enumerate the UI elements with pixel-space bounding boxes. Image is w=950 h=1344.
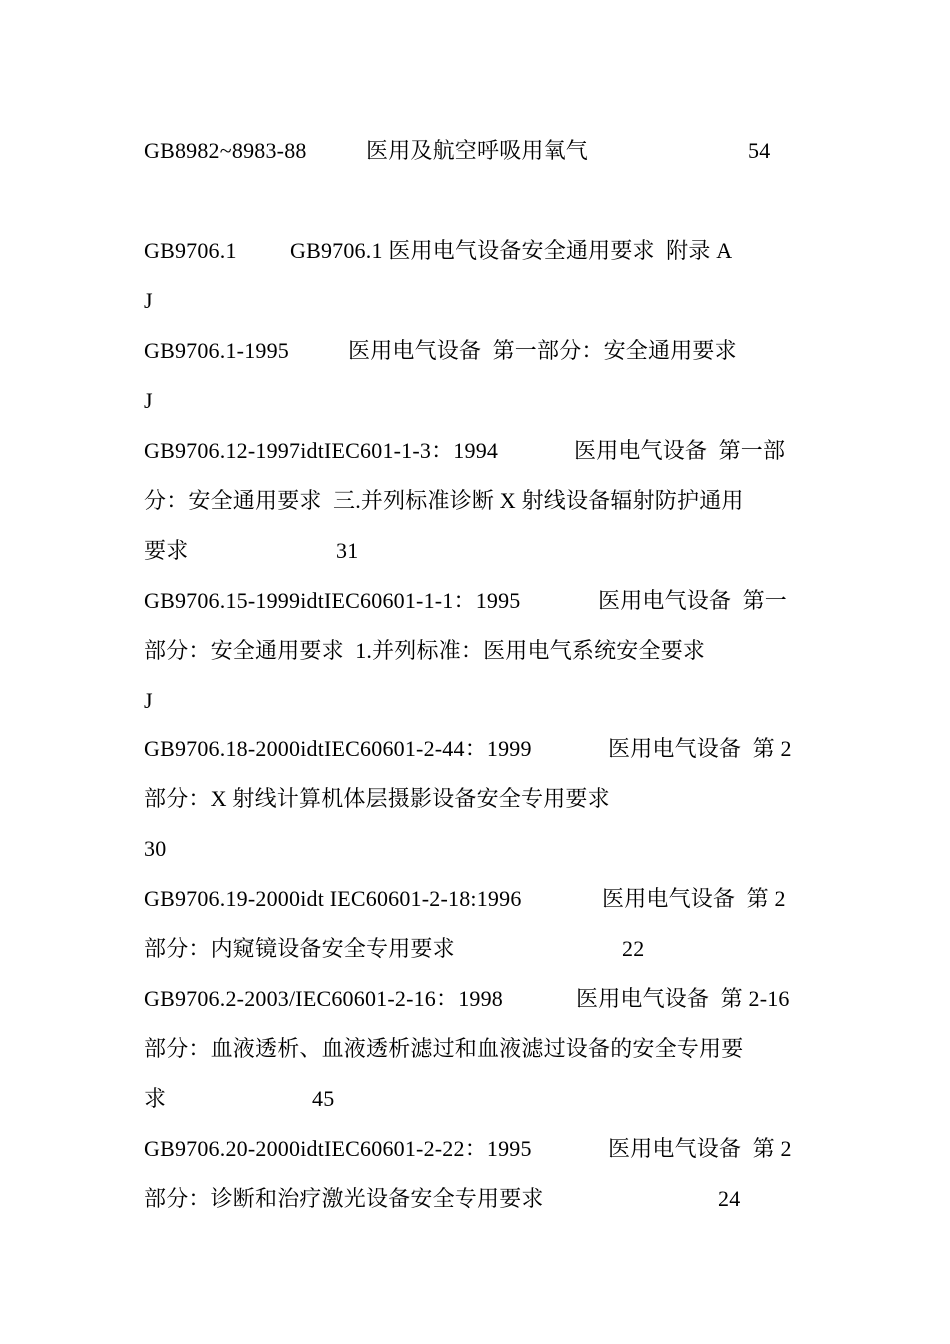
entry-line bbox=[144, 884, 814, 914]
standard-title: 医用及航空呼吸用氧气 bbox=[366, 138, 589, 163]
entry-line bbox=[144, 1034, 814, 1064]
entry-line bbox=[144, 984, 814, 1014]
entry-line bbox=[144, 236, 814, 266]
entry-line bbox=[144, 386, 814, 416]
entry-line bbox=[144, 934, 814, 964]
standard-code: GB9706.18-2000idtIEC60601-2-44：1999 bbox=[144, 736, 532, 761]
entry-line bbox=[144, 784, 814, 814]
entry-line bbox=[144, 436, 814, 466]
page-number: 22 bbox=[622, 936, 645, 961]
entry-line bbox=[144, 734, 814, 764]
standard-code: GB9706.19-2000idt IEC60601-2-18:1996 bbox=[144, 886, 522, 911]
standard-title: 医用电气设备 第 2-16 bbox=[576, 986, 790, 1011]
standard-title: 医用电气设备 第一部分：安全通用要求 bbox=[348, 338, 737, 363]
category-code: J bbox=[144, 288, 153, 313]
standard-title-continued: 部分：血液透析、血液透析滤过和血液滤过设备的安全专用要 bbox=[144, 1036, 744, 1061]
standard-title-continued: 部分：内窥镜设备安全专用要求 bbox=[144, 936, 455, 961]
standard-title-continued: 部分：安全通用要求 1.并列标准：医用电气系统安全要求 bbox=[144, 638, 706, 663]
entry-line bbox=[144, 834, 814, 864]
standard-title: 医用电气设备 第 2 bbox=[608, 1136, 792, 1161]
standard-title: 医用电气设备 第 2 bbox=[602, 886, 786, 911]
standard-title: 医用电气设备 第一部 bbox=[574, 438, 786, 463]
standard-title-continued: 分：安全通用要求 三.并列标准诊断 X 射线设备辐射防护通用 bbox=[144, 488, 744, 513]
entry-line bbox=[144, 486, 814, 516]
page-number: 30 bbox=[144, 836, 167, 861]
entry-line bbox=[144, 536, 814, 566]
standard-title-continued: 部分：X 射线计算机体层摄影设备安全专用要求 bbox=[144, 786, 610, 811]
entry-line bbox=[144, 1084, 814, 1114]
entry-line bbox=[144, 336, 814, 366]
standard-code: GB9706.12-1997idtIEC601-1-3：1994 bbox=[144, 438, 499, 463]
page-number: 54 bbox=[748, 138, 771, 163]
entry-line bbox=[144, 686, 814, 716]
standard-title-continued: 部分：诊断和治疗激光设备安全专用要求 bbox=[144, 1186, 544, 1211]
entry-line bbox=[144, 1184, 814, 1214]
entry-line bbox=[144, 586, 814, 616]
entry-line bbox=[144, 1134, 814, 1164]
standard-code: GB9706.1-1995 bbox=[144, 338, 289, 363]
standard-code: GB9706.20-2000idtIEC60601-2-22：1995 bbox=[144, 1136, 532, 1161]
standard-code: GB9706.1 bbox=[144, 238, 237, 263]
standard-title-continued: 求 bbox=[144, 1086, 167, 1111]
page-number: 31 bbox=[336, 538, 359, 563]
standard-title: 医用电气设备 第 2 bbox=[608, 736, 792, 761]
page-number: 24 bbox=[718, 1186, 741, 1211]
entry-line bbox=[144, 136, 814, 166]
standard-code: GB9706.15-1999idtIEC60601-1-1：1995 bbox=[144, 588, 521, 613]
category-code: J bbox=[144, 688, 153, 713]
standard-title: 医用电气设备 第一 bbox=[598, 588, 788, 613]
standard-title: GB9706.1 医用电气设备安全通用要求 附录 A bbox=[290, 238, 733, 263]
standard-code: GB8982~8983-88 bbox=[144, 138, 307, 163]
category-code: J bbox=[144, 388, 153, 413]
entry-line bbox=[144, 636, 814, 666]
entry-line bbox=[144, 286, 814, 316]
page-number: 45 bbox=[312, 1086, 335, 1111]
standard-code: GB9706.2-2003/IEC60601-2-16：1998 bbox=[144, 986, 503, 1011]
standard-title-continued: 要求 bbox=[144, 538, 189, 563]
